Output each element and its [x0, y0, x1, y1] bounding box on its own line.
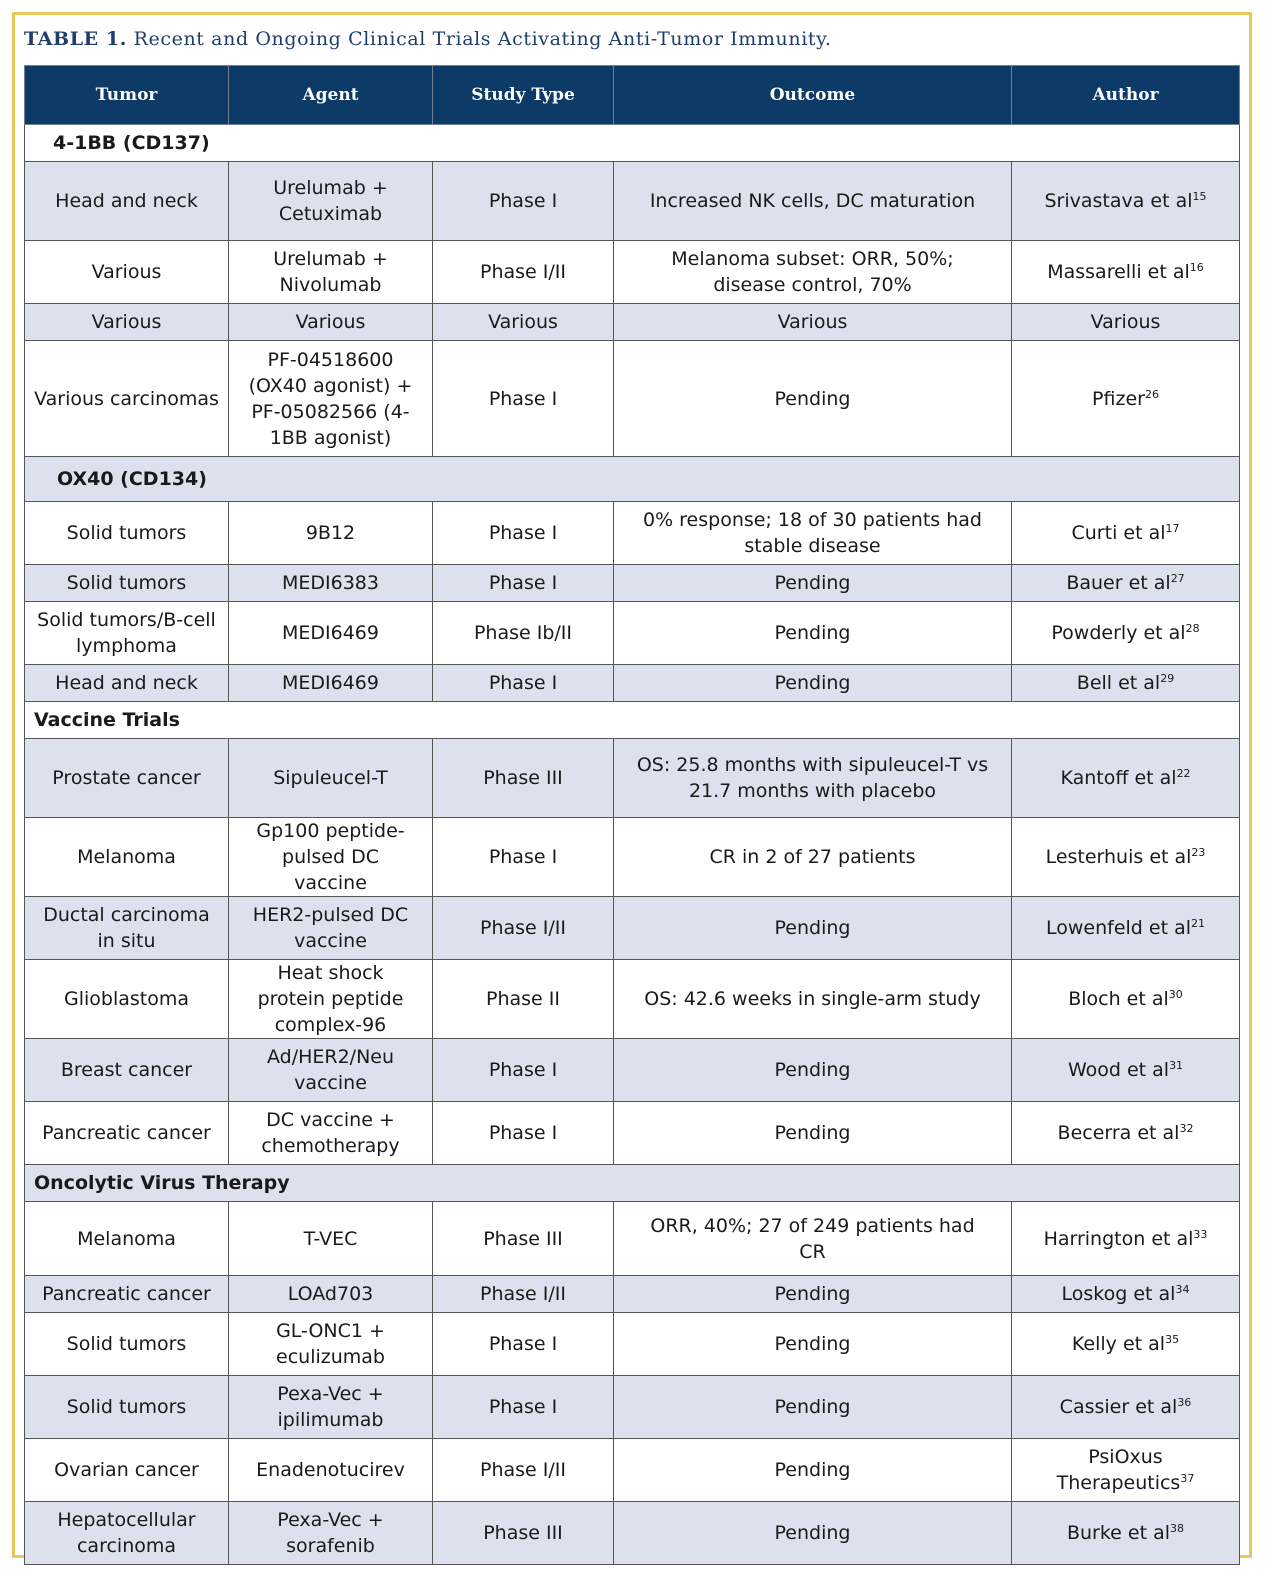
tumor-cell: Ductal carcinoma in situ — [25, 897, 229, 960]
agent-cell: PF-04518600 (OX40 agonist) + PF-05082566 (4-1BB agonist) — [229, 341, 433, 457]
tumor-cell: Various — [25, 304, 229, 341]
outcome-cell: Pending — [614, 897, 1012, 960]
agent-cell: Urelumab + Cetuximab — [229, 162, 433, 241]
author-cell — [1012, 565, 1240, 602]
column-header-outcome: Outcome — [614, 66, 1012, 125]
column-header-agent: Agent — [229, 66, 433, 125]
table-row — [25, 665, 1240, 702]
outcome-cell: Pending — [614, 341, 1012, 457]
study-type-cell: Phase I — [433, 1376, 614, 1439]
tumor-cell: Melanoma — [25, 1202, 229, 1276]
study-type-cell: Phase III — [433, 1502, 614, 1565]
study-type-cell: Phase I — [433, 818, 614, 897]
section-header-row — [25, 125, 1240, 162]
study-type-cell: Phase II — [433, 960, 614, 1039]
agent-cell: MEDI6469 — [229, 602, 433, 665]
outcome-cell: Pending — [614, 1102, 1012, 1165]
study-type-cell: Various — [433, 304, 614, 341]
column-header-study-type: Study Type — [433, 66, 614, 125]
outcome-cell: Pending — [614, 1376, 1012, 1439]
table-row — [25, 1313, 1240, 1376]
table-row — [25, 1502, 1240, 1565]
author-name: Bell et al — [1076, 672, 1161, 694]
study-type-cell: Phase I/II — [433, 241, 614, 304]
reference-number: 34 — [1175, 1283, 1190, 1296]
table-row — [25, 1039, 1240, 1102]
author-cell — [1012, 1202, 1240, 1276]
outcome-cell: 0% response; 18 of 30 patients had stable disease — [614, 502, 1012, 565]
tumor-cell: Head and neck — [25, 665, 229, 702]
outcome-cell: Pending — [614, 1502, 1012, 1565]
outcome-cell: Pending — [614, 602, 1012, 665]
reference-number: 17 — [1165, 522, 1180, 535]
author-cell — [1012, 739, 1240, 818]
study-type-cell: Phase I — [433, 162, 614, 241]
author-name: Cassier et al — [1059, 1396, 1178, 1418]
section-header-row — [25, 457, 1240, 502]
author-name: Bloch et al — [1068, 988, 1169, 1010]
author-cell — [1012, 602, 1240, 665]
author-cell — [1012, 502, 1240, 565]
agent-cell: T-VEC — [229, 1202, 433, 1276]
study-type-cell: Phase I/II — [433, 897, 614, 960]
outcome-cell: Melanoma subset: ORR, 50%; disease control, 70% — [614, 241, 1012, 304]
agent-cell: Various — [229, 304, 433, 341]
outcome-cell: Pending — [614, 1039, 1012, 1102]
agent-cell: LOAd703 — [229, 1276, 433, 1313]
agent-cell: Sipuleucel-T — [229, 739, 433, 818]
outcome-cell: OS: 42.6 weeks in single-arm study — [614, 960, 1012, 1039]
header-row — [25, 66, 1240, 125]
author-cell — [1012, 960, 1240, 1039]
tumor-cell: Various carcinomas — [25, 341, 229, 457]
tumor-cell: Solid tumors — [25, 502, 229, 565]
study-type-cell: Phase I — [433, 665, 614, 702]
agent-cell: Urelumab + Nivolumab — [229, 241, 433, 304]
outcome-cell: Pending — [614, 565, 1012, 602]
author-cell — [1012, 1276, 1240, 1313]
outcome-cell: Pending — [614, 665, 1012, 702]
table-title: Recent and Ongoing Clinical Trials Activating Anti-Tumor Immunity. — [133, 28, 832, 50]
author-name: Kelly et al — [1071, 1333, 1166, 1355]
table-row — [25, 1276, 1240, 1313]
column-header-author: Author — [1012, 66, 1240, 125]
author-name: Various — [1090, 311, 1161, 333]
author-cell — [1012, 1502, 1240, 1565]
author-name: Becerra et al — [1057, 1122, 1180, 1144]
study-type-cell: Phase I — [433, 502, 614, 565]
author-name: Harrington et al — [1043, 1227, 1194, 1250]
author-cell — [1012, 304, 1240, 341]
table-row — [25, 960, 1240, 1039]
agent-cell: Ad/HER2/Neu vaccine — [229, 1039, 433, 1102]
column-header-tumor: Tumor — [25, 66, 229, 125]
author-cell — [1012, 818, 1240, 897]
study-type-cell: Phase I — [433, 565, 614, 602]
tumor-cell: Pancreatic cancer — [25, 1102, 229, 1165]
study-type-cell: Phase Ib/II — [433, 602, 614, 665]
section-label: Oncolytic Virus Therapy — [25, 1165, 1240, 1202]
outcome-cell: Various — [614, 304, 1012, 341]
reference-number: 38 — [1170, 1522, 1185, 1535]
author-name: Massarelli et al — [1047, 261, 1190, 283]
author-name: Lesterhuis et al — [1045, 846, 1192, 868]
tumor-cell: Head and neck — [25, 162, 229, 241]
outcome-cell: Pending — [614, 1313, 1012, 1376]
reference-number: 22 — [1176, 767, 1191, 780]
section-label: 4-1BB (CD137) — [25, 125, 1240, 162]
agent-cell: Enadenotucirev — [229, 1439, 433, 1502]
outcome-cell: Pending — [614, 1439, 1012, 1502]
study-type-cell: Phase I — [433, 1102, 614, 1165]
table-row — [25, 739, 1240, 818]
author-name: Curti et al — [1071, 522, 1166, 544]
agent-cell: Gp100 peptide-pulsed DC vaccine — [229, 818, 433, 897]
author-name: PsiOxus Therapeutics — [1056, 1446, 1181, 1494]
reference-number: 36 — [1177, 1396, 1192, 1409]
reference-number: 23 — [1191, 846, 1206, 859]
author-name: Lowenfeld et al — [1045, 917, 1191, 939]
table-caption — [24, 28, 832, 50]
table-row — [25, 162, 1240, 241]
table-row — [25, 602, 1240, 665]
reference-number: 37 — [1180, 1472, 1195, 1485]
outcome-cell: Increased NK cells, DC maturation — [614, 162, 1012, 241]
author-name: Burke et al — [1066, 1522, 1171, 1544]
author-name: Srivastava et al — [1044, 190, 1193, 212]
table-label: TABLE 1. — [24, 28, 127, 50]
agent-cell: Pexa-Vec + sorafenib — [229, 1502, 433, 1565]
tumor-cell: Solid tumors — [25, 1313, 229, 1376]
author-cell — [1012, 1439, 1240, 1502]
author-cell — [1012, 665, 1240, 702]
tumor-cell: Breast cancer — [25, 1039, 229, 1102]
table-row — [25, 897, 1240, 960]
table-row — [25, 818, 1240, 897]
author-name: Bauer et al — [1066, 572, 1171, 594]
agent-cell: HER2-pulsed DC vaccine — [229, 897, 433, 960]
tumor-cell: Various — [25, 241, 229, 304]
author-cell — [1012, 162, 1240, 241]
outcome-cell: ORR, 40%; 27 of 249 patients had CR — [614, 1202, 1012, 1276]
study-type-cell: Phase I — [433, 341, 614, 457]
tumor-cell: Solid tumors — [25, 565, 229, 602]
table-row — [25, 304, 1240, 341]
study-type-cell: Phase III — [433, 739, 614, 818]
author-name: Wood et al — [1067, 1059, 1170, 1081]
reference-number: 32 — [1179, 1122, 1194, 1135]
reference-number: 21 — [1191, 917, 1205, 930]
clinical-trials-table — [24, 65, 1240, 1565]
agent-cell: MEDI6383 — [229, 565, 433, 602]
reference-number: 28 — [1185, 622, 1200, 635]
table-row — [25, 502, 1240, 565]
author-cell — [1012, 341, 1240, 457]
outcome-cell: Pending — [614, 1276, 1012, 1313]
table-row — [25, 341, 1240, 457]
table-row — [25, 565, 1240, 602]
section-header-row — [25, 1165, 1240, 1202]
author-name: Kantoff et al — [1060, 767, 1177, 789]
reference-number: 26 — [1144, 387, 1159, 401]
table-row — [25, 1439, 1240, 1502]
reference-number: 31 — [1169, 1059, 1184, 1072]
author-cell — [1012, 1376, 1240, 1439]
reference-number: 35 — [1165, 1333, 1180, 1346]
study-type-cell: Phase III — [433, 1202, 614, 1276]
reference-number: 27 — [1170, 572, 1185, 585]
agent-cell: Heat shock protein peptide complex-96 — [229, 960, 433, 1039]
study-type-cell: Phase I/II — [433, 1276, 614, 1313]
reference-number: 30 — [1168, 988, 1183, 1001]
table-row — [25, 1102, 1240, 1165]
table-row — [25, 1376, 1240, 1439]
reference-number: 15 — [1192, 190, 1207, 203]
agent-cell: GL-ONC1 + eculizumab — [229, 1313, 433, 1376]
tumor-cell: Prostate cancer — [25, 739, 229, 818]
section-label: Vaccine Trials — [25, 702, 1240, 739]
tumor-cell: Melanoma — [25, 818, 229, 897]
author-cell — [1012, 897, 1240, 960]
tumor-cell: Ovarian cancer — [25, 1439, 229, 1502]
table-row — [25, 241, 1240, 304]
study-type-cell: Phase I/II — [433, 1439, 614, 1502]
author-cell — [1012, 1313, 1240, 1376]
author-name: Loskog et al — [1061, 1283, 1176, 1305]
author-cell — [1012, 1039, 1240, 1102]
outcome-cell: OS: 25.8 months with sipuleucel-T vs 21.7 months with placebo — [614, 739, 1012, 818]
study-type-cell: Phase I — [433, 1039, 614, 1102]
reference-number: 33 — [1193, 1227, 1208, 1241]
author-cell — [1012, 241, 1240, 304]
agent-cell: Pexa-Vec + ipilimumab — [229, 1376, 433, 1439]
author-name: Pfizer — [1092, 387, 1145, 410]
author-cell — [1012, 1102, 1240, 1165]
section-header-row — [25, 702, 1240, 739]
reference-number: 16 — [1189, 261, 1204, 274]
reference-number: 29 — [1160, 672, 1175, 685]
agent-cell: DC vaccine + chemotherapy — [229, 1102, 433, 1165]
tumor-cell: Solid tumors/B-cell lymphoma — [25, 602, 229, 665]
agent-cell: MEDI6469 — [229, 665, 433, 702]
section-label: OX40 (CD134) — [25, 457, 1240, 502]
study-type-cell: Phase I — [433, 1313, 614, 1376]
tumor-cell: Hepatocellular carcinoma — [25, 1502, 229, 1565]
table-row — [25, 1202, 1240, 1276]
tumor-cell: Pancreatic cancer — [25, 1276, 229, 1313]
tumor-cell: Solid tumors — [25, 1376, 229, 1439]
table-body — [25, 125, 1240, 1565]
agent-cell: 9B12 — [229, 502, 433, 565]
tumor-cell: Glioblastoma — [25, 960, 229, 1039]
author-name: Powderly et al — [1051, 622, 1186, 644]
outcome-cell: CR in 2 of 27 patients — [614, 818, 1012, 897]
